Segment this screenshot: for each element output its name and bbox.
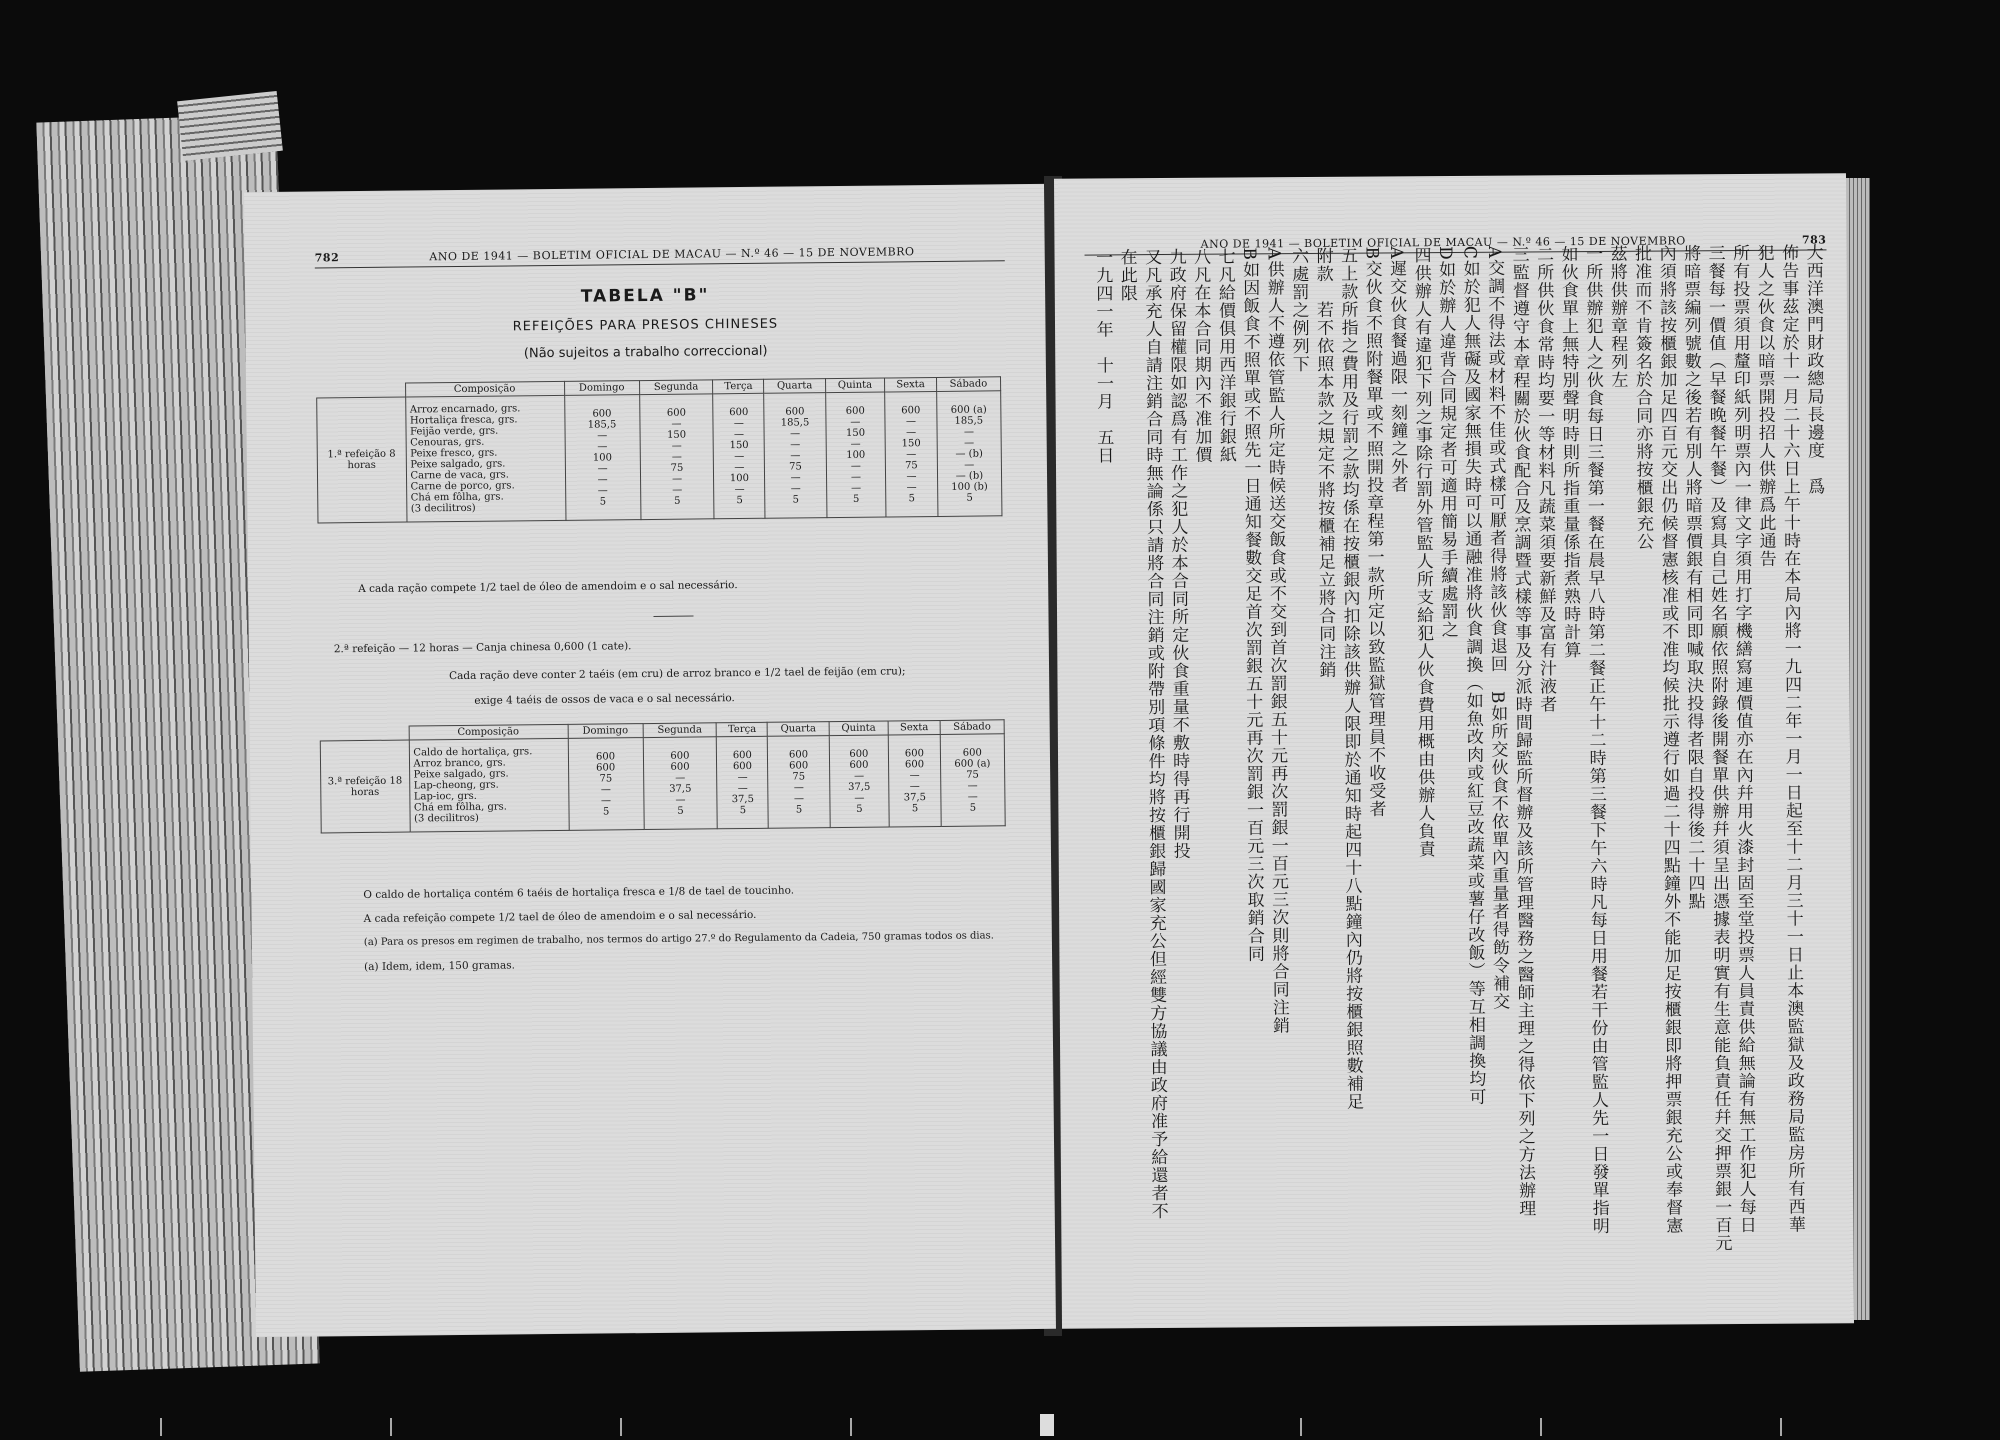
notice-column: 附款 若不依照本款之規定不將按櫃補足立將合同注銷 <box>1312 246 1336 679</box>
ruler-tick <box>1300 1418 1302 1436</box>
right-header-text: ANO DE 1941 — BOLETIM OFICIAL DE MACAU — N.º 46 — 15 DE NOVEMBRO <box>1200 234 1686 251</box>
notice-column: 三餐每一價值（早餐晚餐午餐）及寫具自己姓名願依照附錄後開餐單供辦幷須呈出憑據表明實有生意能負責任幷交押票銀一百元 <box>1704 244 1732 1253</box>
table2-header: Domingo <box>568 724 643 739</box>
notice-column: B交伙食不照附餐單或不照開投章程第一款所定以致監獄管理員不收受者 <box>1361 246 1386 819</box>
ruler-tick <box>1780 1418 1782 1436</box>
notice-column: 茲將供辦章程列左 <box>1606 244 1628 389</box>
table2-header: Composição <box>409 724 568 740</box>
notice-column: 六處罰之例列下 <box>1287 247 1309 374</box>
table1-body-row <box>317 391 1002 523</box>
notice-column: 大西洋澳門財政總局長邊度 爲 <box>1802 243 1825 496</box>
notice-column: A遲交伙食餐過限一刻鐘之外者 <box>1385 246 1408 494</box>
day-values: 600 600 — — 37,5 5 <box>717 736 769 829</box>
right-page-number: 783 <box>1801 233 1827 247</box>
table1-header: Composição <box>405 381 564 397</box>
notice-column: 如伙食單上無特別聲明時則所指重量係指煮熟時計算 <box>1557 245 1581 660</box>
notice-column: 犯人之伙食以暗票開投招人供辦爲此通告 <box>1753 243 1776 568</box>
notice-column: 佈告事茲定於十一月二十六日上午十時在本局內將一九四二年一月一日起至十二月三十一日止本澳監獄及政務局監房所有西華 <box>1777 243 1805 1234</box>
left-page-number: 782 <box>314 251 340 265</box>
day-values: 600 185,5 — — — 75 — — 5 <box>764 393 826 519</box>
left-running-header <box>315 244 1005 268</box>
notice-column: 批准而不肯簽名於合同亦將按櫃銀充公 <box>1630 244 1654 551</box>
notice-column: 八凡在本合同期內不准加價 <box>1189 247 1212 464</box>
second-meal-note-1: Cada ração deve conter 2 taéis (em cru) de arroz branco e 1/2 tael de feijão (em cru); <box>449 665 906 683</box>
table2-header: Segunda <box>643 723 717 738</box>
ruler-tick <box>620 1418 622 1436</box>
meal-table-2 <box>320 719 1006 833</box>
notice-column: A供辦人不遵依管監人所定時候送交飯食或不交到首次罰銀五十元再次罰銀一百元三次則將合同注銷 <box>1263 247 1289 1035</box>
table1-header: Terça <box>713 379 764 394</box>
table2-header: Terça <box>716 722 767 737</box>
footnote-a-2: (a) Idem, idem, 150 gramas. <box>364 959 515 974</box>
day-values: 600 — 150 — — 75 — — 5 <box>639 394 714 520</box>
notice-column: 七凡給價俱用西洋銀行銀紙 <box>1214 247 1236 464</box>
day-values: 600 600 — 37,5 — 5 <box>643 737 718 830</box>
notice-column: D如於辦人違背合同規定者可適用簡易手續處罰之 <box>1434 245 1458 639</box>
day-values: 600 600 — 37,5 — 5 <box>829 735 890 828</box>
day-values: 600 — — 150 — — 100 — 5 <box>713 393 765 519</box>
table2-body-row <box>320 734 1005 833</box>
table-subtitle-2: (Não sujeitos a trabalho correccional) <box>523 343 768 362</box>
day-values: 600 600 75 — — 5 <box>768 736 830 829</box>
table1-header: Segunda <box>639 380 713 395</box>
notice-column: B如因飯食不照單或不照先一日通知餐數交足首次罰銀五十元再次罰銀一百元三次取銷合同 <box>1238 247 1264 963</box>
notice-column: 四供辦人有違犯下列之事除行罰外管監人所支給犯人伙食費用概由供辦人負責 <box>1410 246 1435 859</box>
table2-header: Quarta <box>768 722 829 737</box>
right-page <box>1054 173 1854 1329</box>
day-values: 600 — 150 — 100 — — — 5 <box>825 392 886 518</box>
table-title: TABELA "B" <box>580 285 710 307</box>
meal-label: 1.ª refeição 8 horas <box>317 397 407 523</box>
notice-column: 將暗票編列號數之後若有別人將暗票價銀有相同即喊取決投得者限自投得後二十四點 <box>1679 244 1705 911</box>
day-values: 600 — — 150 — 75 — — 5 <box>885 391 938 517</box>
ruler-tick <box>390 1418 392 1436</box>
notice-column: 九政府保留權限如認爲有工作之犯人於本合同所定伙食重量不敷時得再行開投 <box>1165 247 1190 860</box>
note-oil-2: A cada refeição compete 1/2 tael de óleo de amendoim e o sal necessário. <box>363 908 757 926</box>
meal-table-1 <box>316 376 1002 523</box>
day-values: 600 185,5 — — 100 — — — 5 <box>564 395 641 521</box>
day-values: 600 600 — — 37,5 5 <box>888 734 940 827</box>
notice-column: 二所供伙食常時均要一等材料凡蔬菜須要新鮮及富有汁液者 <box>1532 245 1557 714</box>
ruler-tick <box>160 1418 162 1436</box>
notice-column: C如於犯人無礙及國家無損失時可以通融准將伙食調換（如魚改肉或紅豆改蔬菜或薯仔改飯）等互相調換均可 <box>1459 245 1486 1106</box>
separator <box>653 616 693 617</box>
meal-label: 3.ª refeição 18 horas <box>320 740 409 833</box>
table-subtitle: REFEIÇÕES PARA PRESOS CHINESES <box>512 316 779 335</box>
table2-header: Sexta <box>888 720 940 735</box>
second-meal: 2.ª refeição — 12 horas — Canja chinesa 0,600 (1 cate). <box>333 640 632 656</box>
table2-header: Sábado <box>940 720 1004 735</box>
table1-header: Sexta <box>885 377 937 392</box>
notice-column: 三監督遵守本章程關於伙食配合及烹調暨式樣等事及分派時間歸監所督辦及該所管理醫務之醫師主理之得依下列之方法辦理 <box>1508 245 1536 1218</box>
notice-column: 又凡承充人自請注銷合同時無論係只請將合同注銷或附帶別項條件均將按櫃銀歸國家充公但經雙方協議由政府准予給還者不 <box>1140 248 1168 1221</box>
ruler-tick <box>1540 1418 1542 1436</box>
notice-column: 在此限 <box>1116 248 1137 303</box>
notice-column: A交調不得法或材料不佳或式樣可厭者得將該伙食退回 B如所交伙食不依單內重量者得飭令補交 <box>1483 245 1510 1011</box>
ruler-marker <box>1040 1414 1054 1436</box>
day-values: 600 (a) 185,5 — — — (b) — — (b) 100 (b) 5 <box>936 391 1002 517</box>
footnote-a-1: (a) Para os presos em regimen de trabalho, nos termos do artigo 27.º do Regulamento da Cadeia, 750 gramas todos os dias. <box>363 930 994 949</box>
table1-header: Quinta <box>825 378 885 393</box>
left-header-text: ANO DE 1941 — BOLETIM OFICIAL DE MACAU — N.º 46 — 15 DE NOVEMBRO <box>429 245 915 264</box>
table1-header: Quarta <box>764 379 825 394</box>
table1-header: Domingo <box>564 381 639 396</box>
left-page <box>244 184 1056 1337</box>
second-meal-note-2: exige 4 taéis de ossos de vaca e o sal necessário. <box>474 692 735 707</box>
notice-column: 所有投票須用釐印紙列明票內一律文字須用打字機繕寫連價值亦在內幷用火漆封固至堂投票人員責供給無論有無工作犯人每日 <box>1728 243 1756 1235</box>
notice-column: 一九四一年 十一月 五日 <box>1091 248 1114 465</box>
table2-header: Quinta <box>829 721 889 736</box>
scanner-ruler <box>0 1412 2000 1440</box>
table1-header: Sábado <box>936 377 1000 392</box>
notice-column: 內須將該按櫃銀加足四百元交出仍候督憲核准或不准均候批示遵行如過二十四點鐘外不能加足按櫃銀即將押票銀充公或奉督憲 <box>1655 244 1683 1235</box>
note-broth: O caldo de hortaliça contém 6 taéis de hortaliça fresca e 1/8 de tael de toucinho. <box>363 884 795 902</box>
notice-column: 一所供辦犯人之伙食每日三餐第一餐在晨早八時第二餐正午十二時第三餐下午六時凡每日用餐若干份由管監人先一日發單指明 <box>1581 244 1609 1236</box>
notice-column: 五上款所指之費用及行罰之款均係在按櫃銀內扣除該供辦人限即於通知時起四十八點鐘內仍將按櫃銀照數補足 <box>1336 246 1364 1111</box>
note-oil-1: A cada ração compete 1/2 tael de óleo de amendoim e o sal necessário. <box>358 579 738 596</box>
day-values: 600 600 (a) 75 — — 5 <box>940 734 1005 827</box>
food-items: Arroz encarnado, grs. Hortaliça fresca, grs. Feijão verde, grs. Cenouras, grs. Peixe fresco, grs. Peixe salgado, grs. Carne de vaca, grs. Carne de porco, grs. Chá em fôlha, grs. (3 decilitros) <box>405 395 565 522</box>
day-values: 600 600 75 — — 5 <box>568 738 644 831</box>
ruler-tick <box>850 1418 852 1436</box>
page-stack-top <box>177 91 283 161</box>
food-items: Caldo de hortaliça, grs. Arroz branco, grs. Peixe salgado, grs. Lap-cheong, grs. Lap-ioc, grs. Chá em fôlha, grs. (3 decilitros) <box>409 738 569 832</box>
